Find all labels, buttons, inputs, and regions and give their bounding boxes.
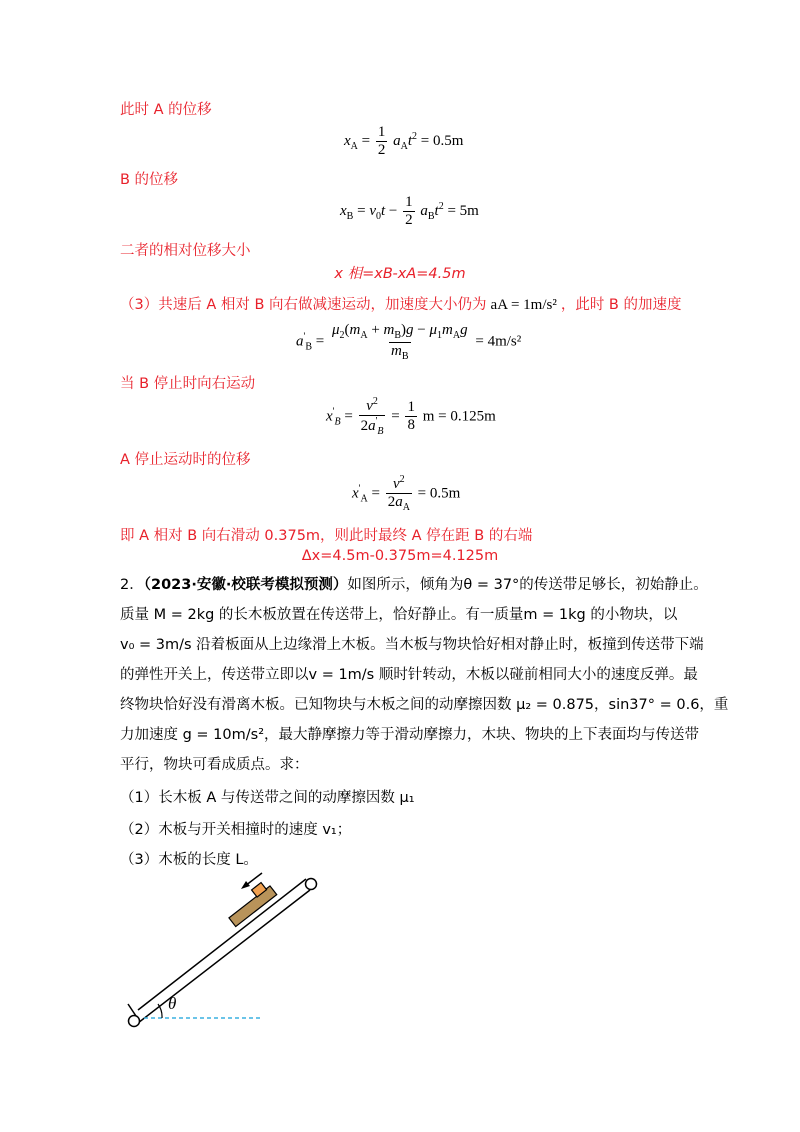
equation-xa-prime: $x'_A$ = $\frac{v^2}{2a_A}$ = 0.5m [352, 474, 461, 514]
solution-line-a-displacement: 此时 A 的位移 [120, 102, 212, 118]
problem-line: 终物块恰好没有滑离木板。已知物块与木板之间的动摩擦因数 μ₂ = 0.875，sin37° = 0.6，重 [120, 697, 729, 713]
problem-line-0: 如图所示，倾角为θ = 37°的传送带足够长，初始静止。 [347, 577, 708, 593]
equation-xb-prime: $x'_B$ = $\frac{v^2}{2a'_B}$ = $\frac{1}{8}$ m = 0.125m [326, 396, 496, 438]
problem-line: 力加速度 g = 10m/s²，最大静摩擦力等于滑动摩擦力，木块、物块的上下表面均与传送带 [120, 727, 700, 743]
problem-line: 的弹性开关上，传送带立即以v = 1m/s 顺时针转动，木板以碰前相同大小的速度反弹。最 [120, 667, 698, 683]
top-pulley [306, 879, 317, 890]
equation-xb-prime-result: m = 0.125m [422, 408, 496, 425]
problem-number: 2． [120, 577, 144, 593]
equation-aB-result: = 4m/s² [475, 333, 522, 350]
part3-text: （3）共速后 A 相对 B 向右做减速运动，加速度大小仍为 [120, 297, 487, 313]
part3-tail: ，此时 B 的加速度 [560, 297, 682, 313]
solution-conclusion: 即 A 相对 B 向右滑动 0.375m，则此时最终 A 停在距 B 的右端 [120, 528, 533, 544]
equation-xb-result: = 5m [447, 203, 479, 220]
question-2: （2）木板与开关相撞时的速度 v₁； [120, 822, 352, 838]
problem-line: 平行，物块可看成质点。求： [120, 757, 309, 773]
solution-line-relative: 二者的相对位移大小 [120, 243, 251, 259]
bottom-pulley [129, 1016, 140, 1027]
question-1: （1）长木板 A 与传送带之间的动摩擦因数 μ₁ [120, 790, 415, 806]
solution-part3-line [120, 293, 682, 314]
belt-upper-line [138, 879, 306, 1010]
conveyor-belt-figure [120, 870, 340, 1040]
problem-line: v₀ = 3m/s 沿着板面从上边缘滑上木板。当木板与物块恰好相对静止时，板撞到传送带下端 [120, 637, 704, 653]
angle-theta-label: θ [168, 994, 177, 1013]
equation-xb: $x_B = v_0t$ − $\frac{1}{2}$ $a_Bt^2 = 5m$ [340, 194, 479, 229]
equation-aB: $a'_B$ = $\frac{\mu_2(m_A + m_B)g - \mu_1m_Ag}{m_B}$ = 4m/s² [296, 322, 522, 362]
equation-xa: $x_A$ = $\frac{1}{2}$ $a_At^2 = 0.5m$ [344, 124, 464, 159]
part3-accel: aA = 1m/s² [490, 297, 557, 313]
problem-source: （2023·安徽·校联考模拟预测） [143, 577, 348, 593]
equation-relative-displacement: x 相=xB-xA=4.5m [334, 266, 466, 282]
solution-line-b-stop: 当 B 停止时向右运动 [120, 376, 256, 392]
elastic-switch [128, 1004, 136, 1016]
equation-xa-prime-result: = 0.5m [417, 485, 461, 502]
equation-xa-result: = 0.5m [420, 133, 464, 150]
question-3: （3）木板的长度 L。 [120, 852, 258, 868]
equation-delta-x: Δx=4.5m-0.375m=4.125m [301, 548, 499, 564]
belt-lower-line [138, 890, 310, 1023]
problem-line: 质量 M = 2kg 的长木板放置在传送带上，恰好静止。有一质量m = 1kg 的小物块，以 [120, 607, 678, 623]
solution-line-b-displacement: B 的位移 [120, 172, 179, 188]
solution-line-a-stop: A 停止运动时的位移 [120, 452, 251, 468]
problem2-first-line [120, 570, 708, 600]
